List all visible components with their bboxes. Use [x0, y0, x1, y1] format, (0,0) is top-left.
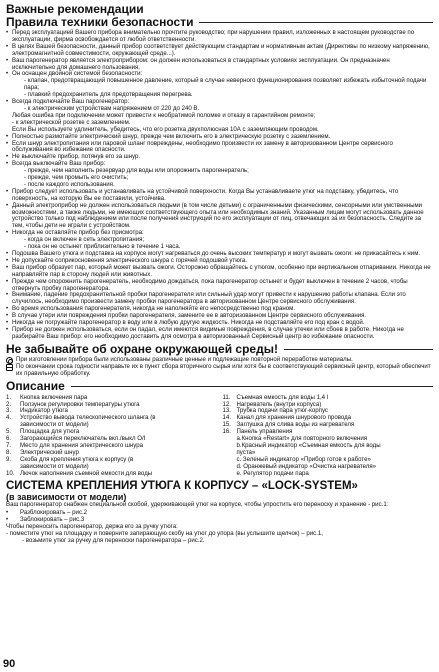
part-label-continued: пуста»: [236, 448, 256, 456]
safety-rule-text: В случае утери или повреждения пробки парогенерателя, замените ее в авторизованном Центре сервисного обслуживания.: [12, 312, 367, 320]
part-number: 2.: [6, 400, 12, 408]
environment-list: [6, 357, 433, 378]
part-label: b.Красный индикатор «Съемная емкость для воды: [236, 441, 381, 449]
section-title-safety: [6, 16, 433, 29]
part-label: Кнопка включения пара: [20, 393, 88, 401]
safety-rule: [6, 99, 433, 134]
part-label: d. Оранжевый индикатор «Очистка нагревателя»: [236, 462, 377, 470]
safety-rule-note: - к электрической розетке с заземлением.: [12, 118, 131, 126]
part-label: Заглушка для слива воды из нагревателя: [236, 421, 355, 429]
section-title-description: [6, 380, 433, 393]
lock-system-subtitle: (в зависимости от модели): [6, 492, 127, 503]
part-label: Канал для хранения шнурового провода: [236, 414, 352, 422]
part-number: 5.: [6, 428, 12, 436]
parts-list-right: [217, 395, 434, 478]
safety-rule-text: Полностью размотайте электрический шнур, прежде чем включить его в электрическую розетку с заземлением.: [12, 132, 331, 140]
part-label: Панель управления: [236, 428, 293, 436]
safety-rule-text: Никогда не погружайте парогенератор в воду или в любую другую жидкость. Никогда не подставляйте его под кран с водой.: [12, 319, 365, 327]
part-number: 16.: [222, 428, 231, 436]
environment-item: [6, 364, 433, 378]
part-number: 3.: [6, 407, 12, 415]
part-label-continued: зависимости от модели): [20, 462, 89, 470]
safety-rule-text: Он оснащен двойной системой безопасности:: [12, 70, 143, 78]
safety-rule: [6, 279, 433, 293]
part-number: 10.: [6, 469, 15, 477]
part-number: 15.: [222, 421, 231, 429]
safety-rule-subitem: - плавкий предохранитель для предотвращения перегрева.: [24, 91, 193, 99]
crossed-bin-icon: [6, 364, 13, 371]
part-label: Загорающийся переключатель вкл./выкл О/I: [20, 435, 146, 443]
safety-rule: [6, 203, 433, 231]
safety-rule-text: Прибор следует использовать и устанавливать на устойчивой поверхности. Когда Вы устанавливаете утюг на подставку, убедитесь, что поверхность, на которую Вы ее поставили, устойчива.: [12, 187, 399, 202]
safety-rule-text: Ваш парогенератор является электроприбором: он должен использоваться в стандартных условиях эксплуатации. Он предназначен исключительно для домашнего пользования.: [12, 56, 390, 71]
parts-list-left: [6, 395, 217, 478]
part-number: [223, 436, 237, 443]
safety-rule-subitem: - прежде, чем промыть его очистить;: [24, 174, 129, 182]
safety-rule-text: Если шнур электропитания или паровой шланг повреждены, необходимо произвести их замену в авторизованном Центре сервисного обслуживания во избежание опасности.: [12, 139, 393, 154]
safety-rule-text: Всегда подключайте Ваш парогенератор:: [12, 98, 130, 106]
safety-rule-text: Никогда не оставляйте прибор без присмотра:: [12, 229, 144, 237]
safety-rule: [6, 71, 433, 99]
part-item: [223, 471, 434, 478]
safety-rule-text: Всегда выключайте Ваш прибор:: [12, 160, 106, 168]
part-label: Площадка для утюга: [20, 428, 80, 436]
environment-text: По окончании срока годности направьте их в пункт сбора вторичного сырья или хотя бы в соответствующий сервисный центр, который обеспечит их правильную обработку.: [16, 362, 431, 377]
safety-rule-subitem: - когда он включен в сеть электропитания;: [24, 236, 145, 244]
safety-rule-text: Ваш прибор образует пар, который может вызвать ожоги. Осторожно обращайтесь с утюгом, особенно при вертикальном отпаривании. Никогда не направляйте пар в сторону людей или животных.: [12, 263, 431, 278]
safety-rule-text: Данный электроприбор не должен использоваться людьми (в том числе детьми) с ограниченными физическими, сенсорными или умственными возможностями, а также людьми, не имеющих соответствующего опыта или необходимых знаний. Указанным лицам могут использовать данное устройство только под наблюдением или после получения инструкций по его эксплуатации от лиц, отвечающих за их безопасность. Следите за тем, чтобы дети не играли с устройством.: [12, 201, 424, 230]
lock-tail-line: - поместите утюг на площадку и поверните запирающую скобу на утюг до упора (вы услышите щелчок) – рис.1,: [6, 530, 323, 538]
safety-rule: [6, 161, 433, 189]
lock-system-intro: Ваш парогенератор снабжен специальной скобой, удерживающей утюг на корпусе, чтобы упростить его переноску и хранение - рис.1:: [6, 501, 389, 509]
part-label: Трубка подачи пара утюг-корпус: [236, 407, 328, 415]
part-number: 6.: [6, 435, 12, 443]
safety-rule-text: В целях Вашей безопасности, данный прибор соответствует действующим стандартам и нормативным актам (Директивы по низкому напряжению, электромагнитной совместимости, окружающей среде...).: [12, 42, 430, 57]
part-number: [223, 464, 237, 471]
safety-rules-list: [6, 30, 433, 341]
safety-rule-text: Прежде чем опорожнить парогенератель, необходимо дождаться, пока парогенератор остынет и будет выключен в течение 2 часов, чтобы отвернуть пробку парогенератора.: [12, 277, 408, 292]
lock-tail-line: - возьмите утюг за ручку для переноски парогенератора – рис.2.: [22, 537, 205, 544]
description-title-text: Описание: [6, 378, 65, 393]
part-number: 9.: [6, 455, 12, 463]
part-number: 4.: [6, 414, 12, 422]
safety-rule: [6, 265, 433, 279]
safety-rule-subitem: - после каждого использования.: [24, 180, 115, 188]
safety-rule-subitem: - прежде, чем наполнить резервуар для воды или опорожнить парогенератель;: [24, 167, 249, 175]
part-number: 8.: [6, 448, 12, 456]
page-number: 90: [3, 658, 16, 670]
safety-rule-subitem: - к электрическим устройствам напряжением от 220 до 240 В.: [24, 104, 200, 112]
safety-rule: [6, 189, 433, 203]
recycle-icon: [6, 357, 13, 364]
lock-step: • Заблокировать – рис.3: [6, 517, 433, 524]
part-label: Устройство вывода телескопического шланга (в: [20, 414, 156, 422]
part-label: Скоба для крепления утюга к корпусу (в: [20, 455, 134, 463]
safety-rule: [6, 44, 433, 58]
part-label: Лючок наполнения съемной емкости для воды: [20, 469, 153, 477]
safety-rule-text: Не выключайте прибор, потянув его за шнур.: [12, 153, 141, 161]
part-label-continued: зависимости от модели): [20, 421, 89, 429]
part-label: e. Регулятор подачи пара: [236, 469, 309, 477]
part-label: c. Зеленый индикатор «Прибор готов к работе»: [236, 455, 371, 463]
section-title-environment: [6, 343, 433, 356]
part-number: [223, 443, 237, 450]
lock-step: • Разблокировать – рис.2: [6, 510, 433, 517]
safety-rule: [6, 58, 433, 72]
part-label: Электрический шнур: [20, 448, 79, 456]
part-number: [223, 457, 237, 464]
environment-title-text: Не забывайте об охране окружающей среды!: [6, 341, 278, 356]
lock-tail-line: Чтобы переносить парогенератор, держа его за ручку утюга:: [6, 523, 178, 531]
safety-rule-subitem: - клапан, предотвращающий повышенное давление, который в случае неверного функционирования позволяет избежать избыточной подачи пара;: [24, 77, 427, 92]
part-label: Место для хранения электрического шнура: [20, 441, 143, 449]
safety-rule-subitem: - пока он не остынет приблизительно в течение 1 часа.: [24, 243, 181, 251]
safety-rule: [6, 327, 433, 341]
part-label: Ползунок регулировки температуры утюга: [20, 400, 140, 408]
part-label: Нагреватель (внутри корпуса): [236, 400, 322, 408]
parts-description: [6, 395, 433, 478]
section-title-recommendations: Важные рекомендации: [6, 2, 144, 16]
lock-system-tail: [6, 524, 433, 545]
part-number: 7.: [6, 441, 12, 449]
part-label: a.Кнопка «Restart» для повторного включения: [236, 435, 368, 443]
safety-title-text: Правила техники безопасности: [6, 15, 194, 29]
environment-text: При изготовлении прибора были использованы различные ценные и подлежащие повторной переработке материалы.: [16, 355, 353, 363]
safety-rule: [6, 30, 433, 44]
safety-rule-text: Подошва Вашего утюга и подставка на корпусе могут нагреваться до очень высоких температур и могут вызвать ожоги: не прикасайтесь к ним.: [12, 250, 421, 257]
safety-rule-note: Если Вы используете удлинитель, убедитесь, что его розетка двухполюсная 10А с заземляющим проводом.: [12, 125, 319, 133]
part-number: 14.: [222, 414, 231, 422]
title-rule: [199, 22, 433, 23]
safety-rule-text: Перед эксплуатацией Вашего прибора внимательно прочтите руководство; при нарушении правил, изложенных в настоящем руководстве по эксплуатации, фирма освобождается от любой ответственности.: [12, 29, 415, 43]
safety-rule-text: Прибор не должен использоваться, если он падал, если имеются видимые повреждения, в случае утечки или сбоев в работе. Никогда не разбирайте Ваш прибор: его необходимо доставить для осмотра в авторизованный Сервисный центр во избежание опасности.: [12, 325, 404, 340]
safety-rule-text: Не допускайте соприкосновения электрического шнура с горячей подошвой утюга.: [12, 256, 247, 264]
safety-rule: [6, 141, 433, 155]
safety-rule-text: Внимание, падение предохранительной пробки парогенерателя или сильный удар могут привести к нарушению работы клапана. Если это случилось, необходимо произвести замену пробки парогенератора в авторизованном Центре сервисного обслуживания.: [12, 291, 406, 306]
part-number: [223, 471, 237, 478]
title-rule: [284, 349, 433, 350]
safety-rule-text: Во время использования парогенерателя, никогда не наполняйте его непосредственно под краном.: [12, 305, 296, 313]
lock-system-steps: [6, 510, 433, 524]
part-number: 13.: [222, 407, 231, 415]
safety-rule-note: Любая ошибка при подключении может привести к необратимой поломке и отказу в гарантийном ремонте;: [12, 111, 316, 119]
safety-rule: [6, 230, 433, 251]
part-number: 11.: [222, 393, 231, 401]
title-rule: [71, 386, 433, 387]
lock-system-title: СИСТЕМА КРЕПЛЕНИЯ УТЮГА К КОРПУСУ – «LOCK-SYSTEM»: [6, 480, 358, 493]
safety-rule: [6, 292, 433, 306]
part-item: [6, 471, 217, 478]
part-number: 12.: [222, 400, 231, 408]
part-number: 1.: [6, 393, 12, 401]
part-label: Индикатор утюга: [20, 407, 68, 415]
part-label: Съемная емкость для воды 1,4 l: [236, 393, 329, 401]
